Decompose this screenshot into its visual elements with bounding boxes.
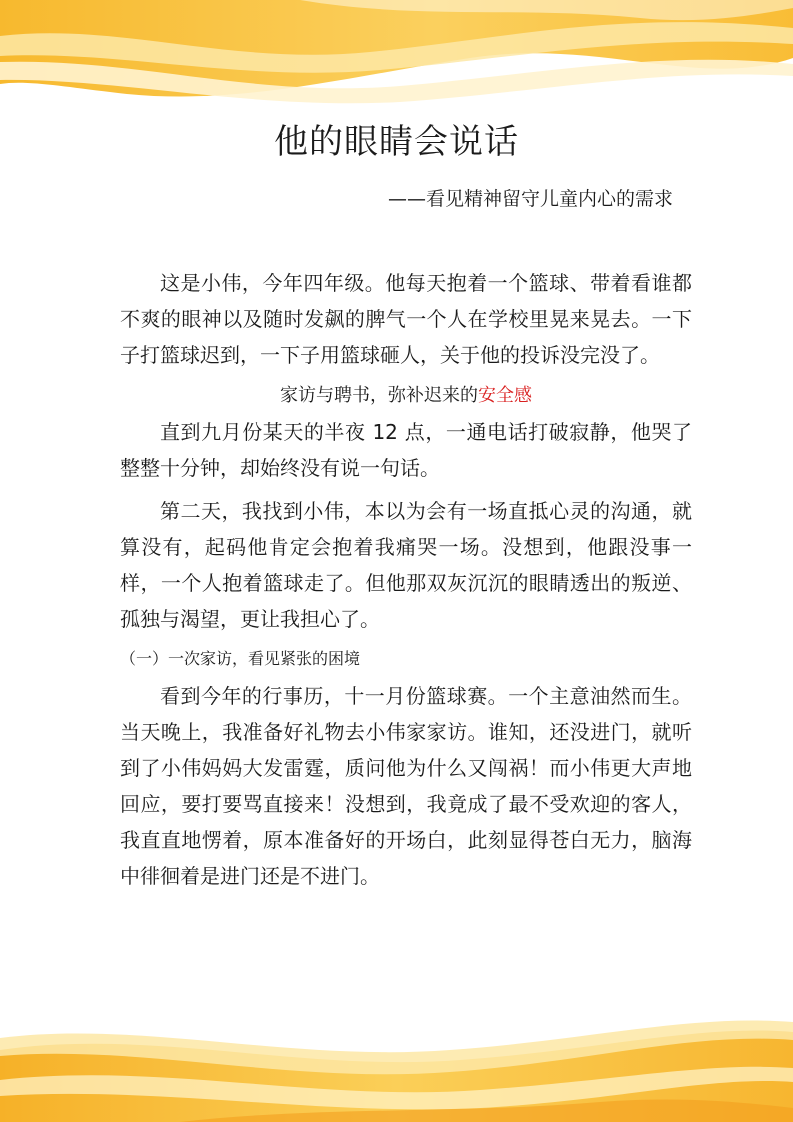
paragraph-phone-call: 直到九月份某天的半夜 12 点，一通电话打破寂静，他哭了整整十分钟，却始终没有说一句话。 — [120, 420, 692, 480]
section-heading — [120, 380, 692, 412]
paragraph-intro: 这是小伟，今年四年级。他每天抱着一个篮球、带着看谁都不爽的眼神以及随时发飙的脾气一个人在学校里晃来晃去。一下子打篮球迟到，一下子用篮球砸人，关于他的投诉没完没了。 — [120, 271, 692, 367]
section-heading-highlight: 安全感 — [478, 385, 532, 406]
section-heading-text: 家访与聘书，弥补迟来的 — [280, 385, 478, 406]
document-subtitle: ——看见精神留守儿童内心的需求 — [387, 188, 673, 210]
paragraph-next-day: 第二天，我找到小伟，本以为会有一场直抵心灵的沟通，就算没有，起码他肯定会抱着我痛哭一场。没想到，他跟没事一样，一个人抱着篮球走了。但他那双灰沉沉的眼睛透出的叛逆、孤独与渴望，更让我担心了。 — [120, 499, 692, 631]
subsection-heading: （一）一次家访，看见紧张的困境 — [120, 649, 361, 668]
document-body — [120, 265, 692, 901]
paragraph-home-visit: 看到今年的行事历，十一月份篮球赛。一个主意油然而生。当天晚上，我准备好礼物去小伟家家访。谁知，还没进门，就听到了小伟妈妈大发雷霆，质问他为什么又闯祸！而小伟更大声地回应，要打要骂直接来！没想到，我竟成了最不受欢迎的客人，我直直地愣着，原本准备好的开场白，此刻显得苍白无力，脑海中徘徊着是进门还是不进门。 — [120, 684, 692, 888]
bottom-wave-decoration — [0, 1010, 793, 1122]
top-wave-decoration — [0, 0, 793, 110]
document-title: 他的眼睛会说话 — [274, 122, 519, 162]
